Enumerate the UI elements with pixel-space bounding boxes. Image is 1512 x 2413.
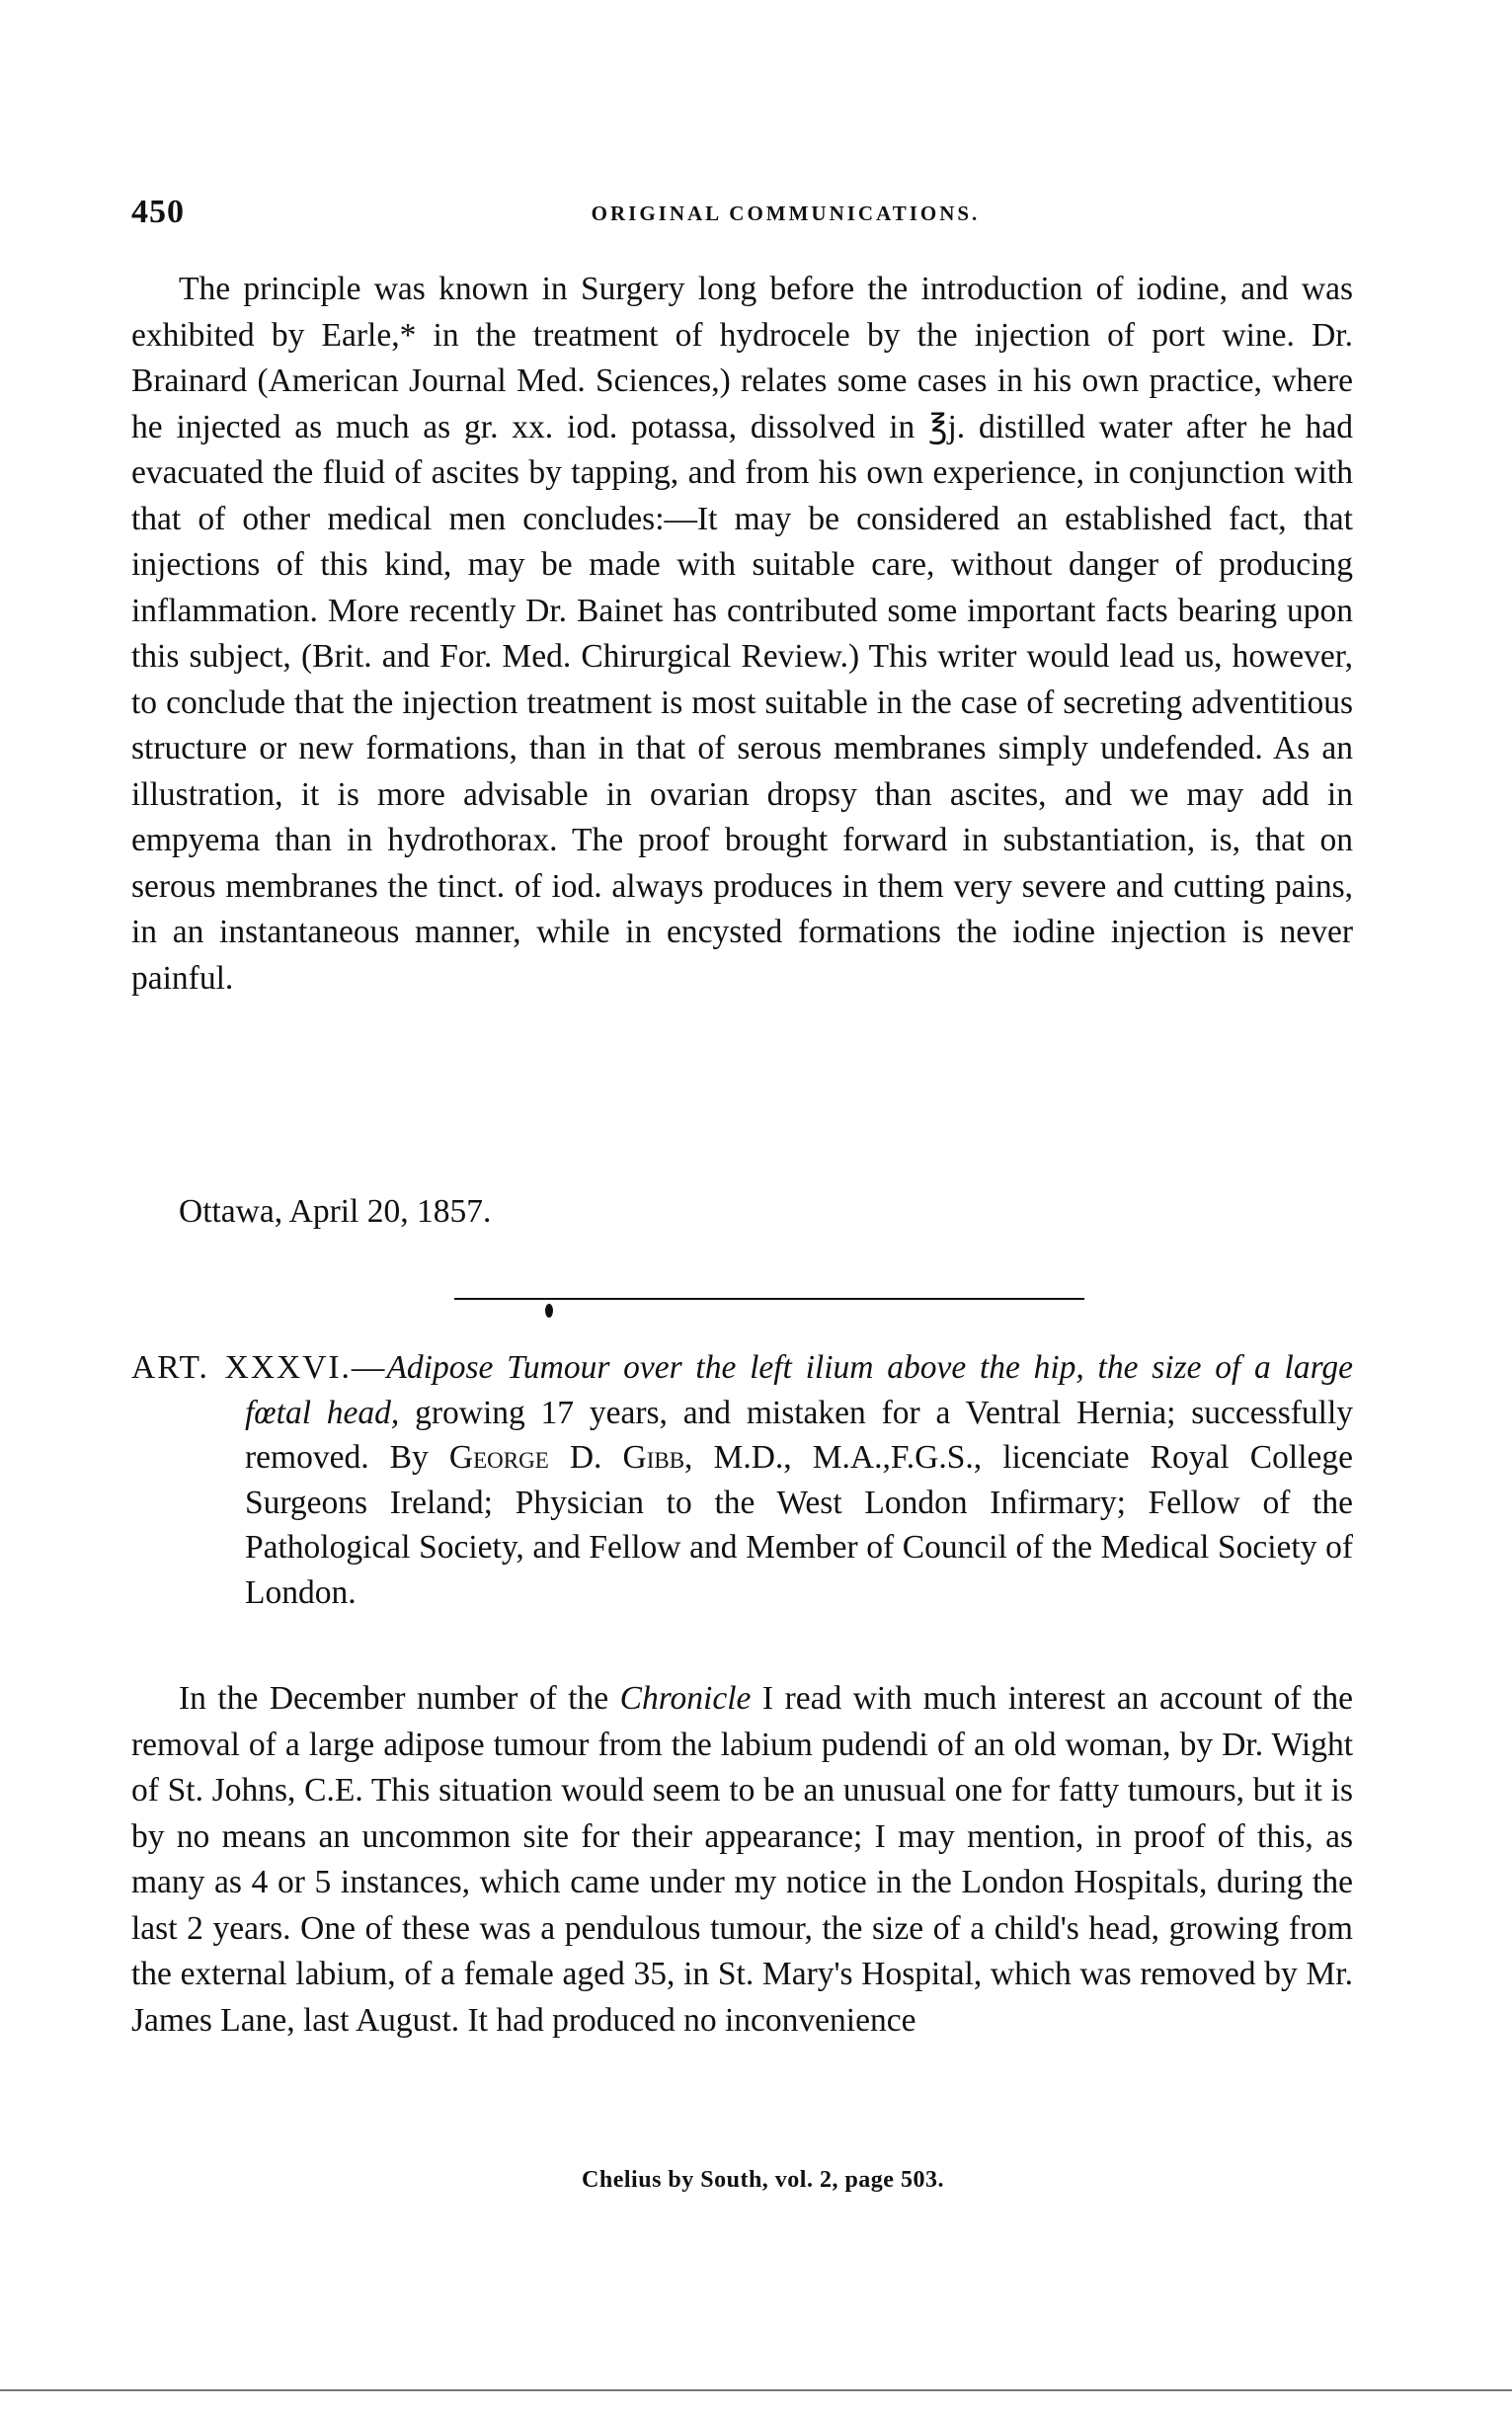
paragraph-rest: I read with much interest an account of the removal of a large adipose tumour from the labium pudendi of an old woman, by Dr. Wight of St. Johns, C.E. This situation would seem to be an unusual one for fatty tumours, but it is by no means an uncommon site for their appearance; I may mention, in proof of this, as many as 4 or 5 instances, which came under my notice in the London Hospitals, during the last 2 years. One of these was a pendulous tumour, the size of a child's head, growing from the external labium, of a female aged 35, in St. Mary's Hospital, which was removed by Mr. James Lane, last August. It had produced no inconvenience	[131, 1680, 1353, 2039]
running-head: ORIGINAL COMMUNICATIONS.	[591, 201, 981, 225]
article-heading	[131, 1345, 1353, 1615]
article-author: George D. Gibb,	[448, 1439, 693, 1476]
bottom-rule	[0, 2389, 1512, 2391]
signoff-date: Ottawa, April 20, 1857.	[179, 1193, 492, 1230]
footnote: Chelius by South, vol. 2, page 503.	[582, 2167, 944, 2193]
body-paragraph-1	[131, 267, 1353, 1002]
article-title-italic: Adipose Tumour over the left ilium above the hip, the size of a large fœtal head,	[245, 1349, 1353, 1431]
article-title-plain: growing 17 years, and mistaken for a Ventral Hernia; successfully removed. By	[245, 1394, 1354, 1476]
paragraph-text	[131, 1676, 1353, 2044]
paragraph-lead: In the December number of the	[179, 1680, 620, 1717]
journal-name: Chronicle	[619, 1680, 752, 1717]
section-divider	[454, 1298, 1084, 1300]
paragraph-text: The principle was known in Surgery long before the introduction of iodine, and was exhibited by Earle,* in the treatment of hydrocele by the injection of port wine. Dr. Brainard (American Journal Med. Sciences,) relates some cases in his own practice, where he injected as much as gr. xx. iod. potassa, dissolved in ℥j. distilled water after he had evacuated the fluid of ascites by tapping, and from his own experience, in conjunction with that of other medical men concludes:—It may be considered an established fact, that injections of this kind, may be made with suitable care, without danger of producing inflammation. More recently Dr. Bainet has contributed some important facts bearing upon this subject, (Brit. and For. Med. Chirurgical Review.) This writer would lead us, however, to conclude that the injection treatment is most suitable in the case of secreting adventitious structure or new formations, than in that of serous membranes simply undefended. As an illustration, it is more advisable in ovarian dropsy than ascites, and we may add in empyema than in hydrothorax. The proof brought forward in substantiation, is, that on serous membranes the tinct. of iod. always produces in them very severe and cutting pains, in an instantaneous manner, while in encysted formations the iodine injection is never painful.	[131, 271, 1353, 997]
page-number: 450	[131, 194, 185, 230]
divider-dot	[545, 1304, 553, 1318]
article-label: ART. XXXVI.—	[131, 1349, 387, 1386]
body-paragraph-2	[131, 1676, 1353, 2044]
article-credentials: M.D., M.A.,F.G.S., licenciate Royal College Surgeons Ireland; Physician to the West London Infirmary; Fellow of the Pathological Society, and Fellow and Member of Council of the Medical Society of London.	[245, 1439, 1353, 1611]
